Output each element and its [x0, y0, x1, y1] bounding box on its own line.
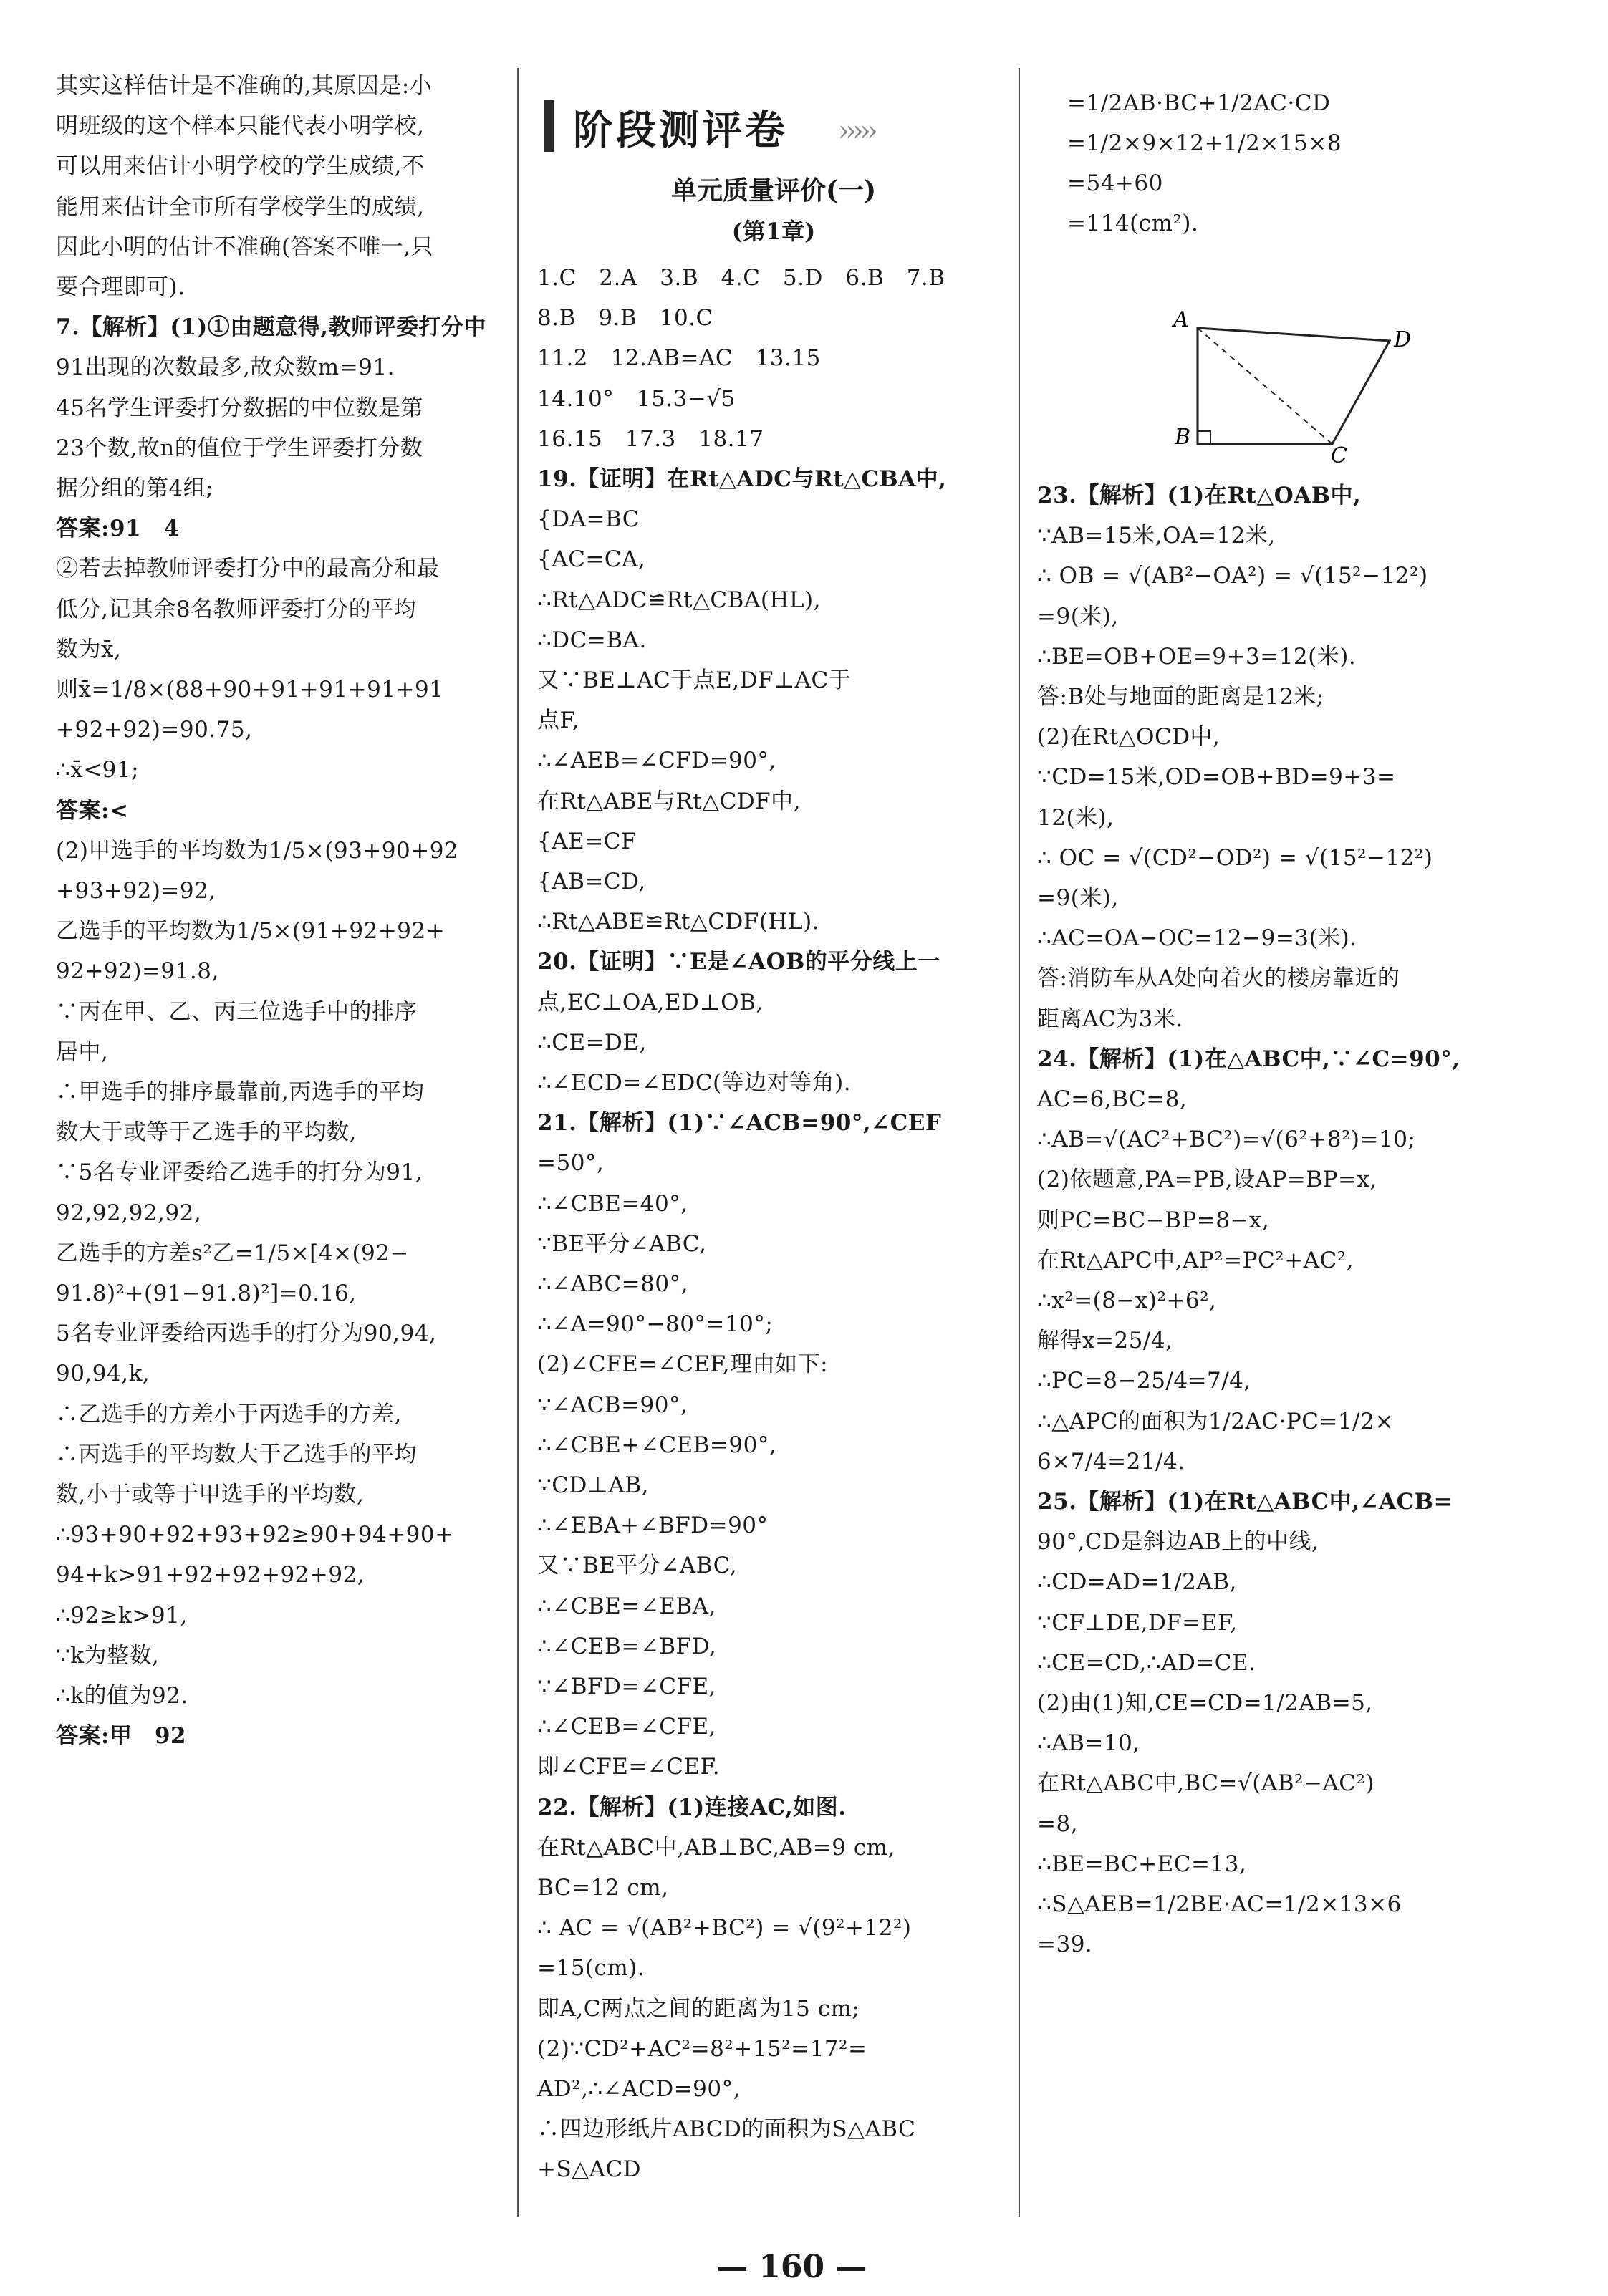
- text-line: ∴四边形纸片ABCD的面积为S△ABC: [537, 2116, 916, 2143]
- text-line: ∵AB=15米,OA=12米,: [1037, 523, 1276, 549]
- text-line: 90,94,k,: [56, 1361, 150, 1387]
- text-line: 乙选手的方差s²乙=1/5×[4×(92−: [56, 1240, 409, 1266]
- text-line: ∴∠AEB=∠CFD=90°,: [537, 748, 776, 774]
- text-line: 居中,: [56, 1038, 109, 1065]
- text-line: ∴∠CBE+∠CEB=90°,: [537, 1432, 777, 1458]
- text-line: 答:B处与地面的距离是12米;: [1037, 684, 1324, 710]
- text-line: ∵∠ACB=90°,: [537, 1391, 688, 1418]
- text-line: ∵5名专业评委给乙选手的打分为91,: [56, 1159, 423, 1186]
- text-line: 解得x=25/4,: [1037, 1328, 1173, 1354]
- text-line: ∴CD=AD=1/2AB,: [1037, 1569, 1237, 1596]
- text-line: 16.15 17.3 18.17: [537, 425, 764, 452]
- text-line: ∴CE=DE,: [537, 1029, 647, 1056]
- text-line: ∴乙选手的方差小于丙选手的方差,: [56, 1401, 402, 1427]
- header-arrows: ›››››: [838, 115, 874, 148]
- text-line: ∴BE=BC+EC=13,: [1037, 1851, 1247, 1877]
- text-line: 距离AC为3米.: [1037, 1005, 1183, 1032]
- header-bar: [544, 100, 554, 152]
- text-line: ∵CD=15米,OD=OB+BD=9+3=: [1037, 764, 1396, 791]
- text-line: +92+92)=90.75,: [56, 717, 253, 743]
- text-line: ∴甲选手的排序最靠前,丙选手的平均: [56, 1079, 425, 1105]
- text-line: =114(cm²).: [1067, 211, 1199, 236]
- text-line: =8,: [1037, 1810, 1079, 1837]
- text-line: 答案:<: [56, 797, 129, 824]
- text-line: 在Rt△ABC中,AB⊥BC,AB=9 cm,: [537, 1834, 895, 1861]
- text-line: ∴DC=BA.: [537, 627, 647, 653]
- text-line: 19.【证明】在Rt△ADC与Rt△CBA中,: [537, 466, 947, 492]
- text-line: 7.【解析】(1)①由题意得,教师评委打分中: [56, 314, 487, 341]
- unit-title: 单元质量评价(一): [670, 175, 877, 206]
- text-line: 则PC=BC−BP=8−x,: [1037, 1207, 1270, 1233]
- text-line: ∴k的值为92.: [56, 1683, 188, 1709]
- text-line: 要合理即可).: [56, 274, 186, 300]
- text-line: =39.: [1037, 1931, 1093, 1958]
- text-line: {AE=CF: [537, 828, 637, 854]
- page-number: — 160 —: [716, 2249, 867, 2285]
- text-line: ∴∠CBE=∠EBA,: [537, 1593, 716, 1619]
- text-line: 答:消防车从A处向着火的楼房靠近的: [1037, 965, 1400, 992]
- text-line: 14.10° 15.3−√5: [537, 385, 736, 412]
- text-line: =15(cm).: [537, 1955, 645, 1982]
- text-line: =9(米),: [1037, 603, 1119, 630]
- text-line: 92,92,92,92,: [56, 1200, 202, 1226]
- text-line: (2)甲选手的平均数为1/5×(93+90+92: [56, 837, 459, 864]
- text-line: 22.【解析】(1)连接AC,如图.: [537, 1794, 847, 1820]
- figure-label-c: C: [1331, 443, 1347, 466]
- section-header: [544, 100, 902, 156]
- text-line: 因此小明的估计不准确(答案不唯一,只: [56, 233, 433, 260]
- text-line: 21.【解析】(1)∵∠ACB=90°,∠CEF: [537, 1110, 942, 1137]
- text-line: ∴AB=√(AC²+BC²)=√(6²+8²)=10;: [1037, 1127, 1416, 1153]
- text-line: 数为x̄,: [56, 636, 122, 662]
- text-line: ∴x̄<91;: [56, 757, 140, 783]
- text-line: ∵CD⊥AB,: [537, 1472, 649, 1498]
- text-line: (2)依题意,PA=PB,设AP=BP=x,: [1037, 1167, 1377, 1193]
- text-line: 又∵BE⊥AC于点E,DF⊥AC于: [537, 667, 852, 693]
- column-divider-right: [1019, 68, 1020, 2217]
- text-line: 23.【解析】(1)在Rt△OAB中,: [1037, 483, 1362, 508]
- text-line: ∴92≥k>91,: [56, 1602, 188, 1629]
- text-line: 45名学生评委打分数据的中位数是第: [56, 395, 423, 421]
- text-line: 点F,: [537, 708, 580, 734]
- text-line: ∴∠ABC=80°,: [537, 1271, 688, 1297]
- chapter-label: (第1章): [731, 218, 816, 245]
- text-line: ∴Rt△ADC≌Rt△CBA(HL),: [537, 587, 821, 613]
- text-line: 94+k>91+92+92+92+92,: [56, 1562, 365, 1588]
- text-line: ∴AC=OA−OC=12−9=3(米).: [1037, 925, 1357, 952]
- text-line: 其实这样估计是不准确的,其原因是:小: [56, 73, 433, 99]
- text-line: 1.C 2.A 3.B 4.C 5.D 6.B 7.B: [537, 265, 945, 291]
- text-line: ∴S△AEB=1/2BE·AC=1/2×13×6: [1037, 1891, 1402, 1917]
- text-line: 数,小于或等于甲选手的平均数,: [56, 1482, 365, 1508]
- column-divider-left: [517, 68, 519, 2217]
- text-line: 91出现的次数最多,故众数m=91.: [56, 354, 395, 381]
- text-line: 92+92)=91.8,: [56, 958, 219, 985]
- text-line: =1/2×9×12+1/2×15×8: [1067, 130, 1342, 156]
- text-line: 即A,C两点之间的距离为15 cm;: [537, 1995, 860, 2022]
- text-line: 即∠CFE=∠CEF.: [537, 1754, 721, 1780]
- text-line: 8.B 9.B 10.C: [537, 305, 713, 332]
- text-line: 数大于或等于乙选手的平均数,: [56, 1119, 357, 1146]
- text-line: {AB=CD,: [537, 869, 646, 894]
- text-line: 20.【证明】∵E是∠AOB的平分线上一: [537, 949, 940, 975]
- text-line: 能用来估计全市所有学校学生的成绩,: [56, 193, 425, 220]
- text-line: 25.【解析】(1)在Rt△ABC中,∠ACB=: [1037, 1489, 1453, 1515]
- text-line: {AC=CA,: [537, 546, 646, 573]
- text-line: +S△ACD: [537, 2156, 642, 2183]
- figure-label-a: A: [1173, 307, 1189, 332]
- text-line: ∴∠CEB=∠BFD,: [537, 1633, 717, 1659]
- text-line: 在Rt△ABE与Rt△CDF中,: [537, 788, 801, 814]
- text-line: ∵k为整数,: [56, 1642, 160, 1669]
- text-line: ∴x²=(8−x)²+6²,: [1037, 1288, 1217, 1313]
- text-line: (2)由(1)知,CE=CD=1/2AB=5,: [1037, 1690, 1373, 1716]
- text-line: ∴ AC = √(AB²+BC²) = √(9²+12²): [537, 1915, 912, 1942]
- text-line: ∴93+90+92+93+92≥90+94+90+: [56, 1522, 454, 1548]
- text-line: ∴∠EBA+∠BFD=90°: [537, 1513, 769, 1539]
- quadrilateral-figure: [1160, 301, 1433, 466]
- text-line: 低分,记其余8名教师评委打分的平均: [56, 596, 417, 622]
- text-line: ∴∠CEB=∠CFE,: [537, 1714, 716, 1740]
- text-line: AD²,∴∠ACD=90°,: [537, 2076, 741, 2102]
- text-line: ∵∠BFD=∠CFE,: [537, 1674, 717, 1699]
- text-line: 乙选手的平均数为1/5×(91+92+92+: [56, 918, 446, 945]
- text-line: 5名专业评委给丙选手的打分为90,94,: [56, 1321, 437, 1347]
- text-line: AC=6,BC=8,: [1037, 1086, 1188, 1112]
- text-line: 又∵BE平分∠ABC,: [537, 1553, 738, 1579]
- text-line: ∵丙在甲、乙、丙三位选手中的排序: [56, 998, 417, 1025]
- text-line: ∴CE=CD,∴AD=CE.: [1037, 1649, 1256, 1676]
- text-line: 则x̄=1/8×(88+90+91+91+91+91: [56, 677, 444, 703]
- text-line: 6×7/4=21/4.: [1037, 1448, 1185, 1475]
- text-line: ∴AB=10,: [1037, 1730, 1140, 1757]
- text-line: ∴△APC的面积为1/2AC·PC=1/2×: [1037, 1408, 1394, 1434]
- text-line: {DA=BC: [537, 506, 640, 533]
- text-line: +93+92)=92,: [56, 878, 216, 904]
- text-line: 23个数,故n的值位于学生评委打分数: [56, 435, 423, 461]
- text-line: ∴丙选手的平均数大于乙选手的平均: [56, 1441, 417, 1467]
- text-line: 点,EC⊥OA,ED⊥OB,: [537, 989, 764, 1016]
- text-line: ∴Rt△ABE≌Rt△CDF(HL).: [537, 909, 820, 935]
- text-line: ∵CF⊥DE,DF=EF,: [1037, 1609, 1238, 1636]
- text-line: ∴∠CBE=40°,: [537, 1190, 688, 1217]
- text-line: 在Rt△APC中,AP²=PC²+AC²,: [1037, 1247, 1354, 1273]
- figure-label-d: D: [1394, 327, 1412, 352]
- text-line: 在Rt△ABC中,BC=√(AB²−AC²): [1037, 1770, 1375, 1797]
- text-line: ∴∠ECD=∠EDC(等边对等角).: [537, 1070, 852, 1096]
- text-line: =54+60: [1067, 170, 1163, 196]
- text-line: ②若去掉教师评委打分中的最高分和最: [56, 556, 440, 582]
- text-line: 91.8)²+(91−91.8)²]=0.16,: [56, 1280, 357, 1306]
- text-line: ∴ OC = √(CD²−OD²) = √(15²−12²): [1037, 844, 1433, 871]
- text-line: 90°,CD是斜边AB上的中线,: [1037, 1529, 1319, 1555]
- text-line: 答案:甲 92: [56, 1723, 187, 1750]
- text-line: ∴BE=OB+OE=9+3=12(米).: [1037, 643, 1357, 670]
- text-line: =50°,: [537, 1150, 605, 1177]
- section-header-label: 阶段测评卷: [573, 107, 788, 154]
- text-line: ∴ OB = √(AB²−OA²) = √(15²−12²): [1037, 563, 1428, 589]
- text-line: BC=12 cm,: [537, 1875, 669, 1901]
- text-line: (2)在Rt△OCD中,: [1037, 724, 1221, 751]
- text-line: ∴PC=8−25/4=7/4,: [1037, 1368, 1251, 1394]
- text-line: 可以用来估计小明学校的学生成绩,不: [56, 153, 425, 180]
- text-line: 24.【解析】(1)在△ABC中,∵∠C=90°,: [1037, 1046, 1460, 1072]
- text-line: 11.2 12.AB=AC 13.15: [537, 345, 821, 372]
- text-line: 据分组的第4组;: [56, 476, 214, 501]
- text-line: =9(米),: [1037, 885, 1119, 911]
- text-line: (2)∵CD²+AC²=8²+15²=17²=: [537, 2035, 867, 2062]
- text-line: 答案:91 4: [56, 516, 180, 542]
- text-line: 明班级的这个样本只能代表小明学校,: [56, 113, 425, 140]
- figure-label-b: B: [1175, 425, 1191, 450]
- text-line: ∴∠A=90°−80°=10°;: [537, 1311, 774, 1338]
- text-line: (2)∠CFE=∠CEF,理由如下:: [537, 1351, 829, 1378]
- text-line: 12(米),: [1037, 804, 1114, 831]
- text-line: ∵BE平分∠ABC,: [537, 1230, 707, 1257]
- text-line: =1/2AB·BC+1/2AC·CD: [1067, 90, 1331, 116]
